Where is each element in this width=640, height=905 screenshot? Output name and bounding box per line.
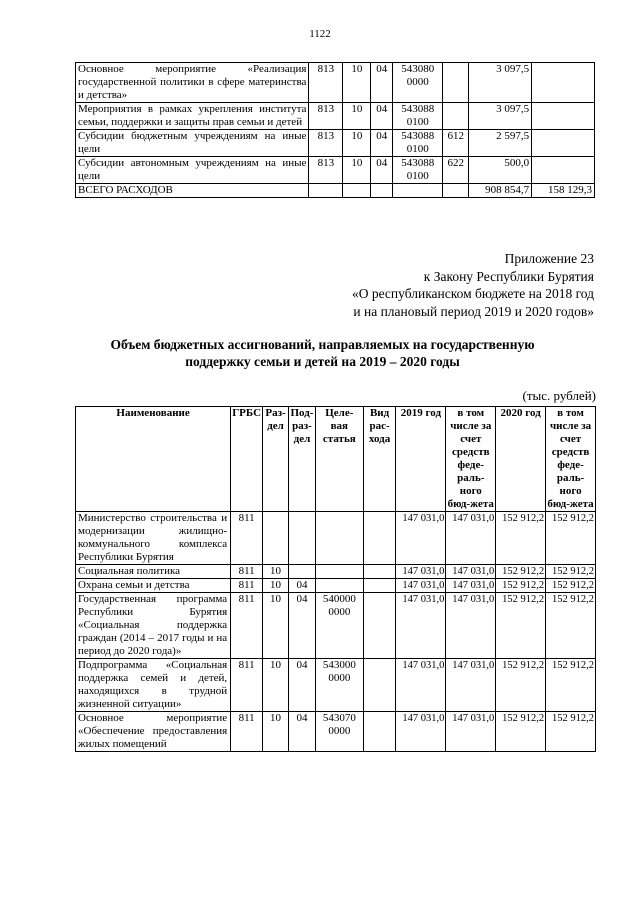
row-vid <box>363 565 396 579</box>
row-amount: 500,0 <box>469 157 532 184</box>
row-name: Государственная программа Республики Бурятия «Социальная поддержка граждан (2014 – 2017 годы и на период до 2020 года)» <box>76 593 231 659</box>
row-amount: 908 854,7 <box>469 184 532 198</box>
row-name: Мероприятия в рамках укрепления института семьи, поддержки и защиты прав семьи и детей <box>76 103 309 130</box>
row-name: Основное мероприятие «Обеспечение предоставления жилых помещений <box>76 712 231 752</box>
title-line-1: Объем бюджетных ассигнований, направляемых на государственную <box>110 337 535 352</box>
row-2020: 152 912,2 <box>496 593 546 659</box>
row-grbs: 811 <box>231 579 263 593</box>
row-2019: 147 031,0 <box>396 565 446 579</box>
table-row <box>76 593 596 659</box>
header-2020: 2020 год <box>496 407 546 512</box>
table-row <box>76 157 595 184</box>
page-number: 1122 <box>309 28 331 40</box>
row-statya <box>315 512 363 565</box>
row-statya: 543088 0100 <box>393 157 443 184</box>
row-statya: 543088 0100 <box>393 130 443 157</box>
header-statya: Целе-вая статья <box>315 407 363 512</box>
header-grbs: ГРБС <box>231 407 263 512</box>
header-podrazdel: Под-раз-дел <box>288 407 315 512</box>
row-amount: 3 097,5 <box>469 63 532 103</box>
header-2020-federal: в том числе за счет средств феде-раль-ного бюд-жета <box>547 407 594 510</box>
row-vid <box>363 579 396 593</box>
row-grbs: 813 <box>309 130 343 157</box>
row-2019-federal: 147 031,0 <box>446 512 496 565</box>
row-razdel: 10 <box>263 659 289 712</box>
row-grbs: 813 <box>309 63 343 103</box>
row-grbs: 813 <box>309 103 343 130</box>
row-amount-federal <box>532 157 595 184</box>
row-statya <box>393 184 443 198</box>
row-podrazdel: 04 <box>371 63 393 103</box>
row-vid <box>443 63 469 103</box>
appendix-line-3: «О республиканском бюджете на 2018 год <box>351 286 594 301</box>
row-grbs: 811 <box>231 565 263 579</box>
row-podrazdel: 04 <box>371 157 393 184</box>
row-podrazdel: 04 <box>288 659 315 712</box>
row-2020-federal: 152 912,2 <box>546 579 596 593</box>
row-razdel: 10 <box>263 579 289 593</box>
row-podrazdel <box>288 512 315 565</box>
row-podrazdel <box>371 184 393 198</box>
header-2019-federal: в том числе за счет средств феде-раль-ного бюд-жета <box>447 407 494 510</box>
row-statya: 543080 0000 <box>393 63 443 103</box>
table-row <box>76 659 596 712</box>
document-title <box>60 336 585 370</box>
row-grbs <box>309 184 343 198</box>
row-razdel: 10 <box>343 63 371 103</box>
row-statya: 543070 0000 <box>315 712 363 752</box>
row-2020-federal: 152 912,2 <box>546 565 596 579</box>
row-razdel: 10 <box>263 712 289 752</box>
row-2019: 147 031,0 <box>396 593 446 659</box>
row-amount: 2 597,5 <box>469 130 532 157</box>
row-podrazdel: 04 <box>288 593 315 659</box>
row-statya: 543000 0000 <box>315 659 363 712</box>
appendix-line-1: Приложение 23 <box>504 251 594 266</box>
table-row <box>76 565 596 579</box>
row-statya <box>315 579 363 593</box>
row-name: Социальная политика <box>76 565 231 579</box>
row-podrazdel <box>288 565 315 579</box>
table-row <box>76 579 596 593</box>
table-row <box>76 103 595 130</box>
row-2020: 152 912,2 <box>496 579 546 593</box>
row-amount-federal: 158 129,3 <box>532 184 595 198</box>
row-2020: 152 912,2 <box>496 565 546 579</box>
row-podrazdel: 04 <box>371 130 393 157</box>
units-label: (тыс. рублей) <box>522 388 596 403</box>
row-name: Основное мероприятие «Реализация государственной политики в сфере материнства и детства» <box>76 63 309 103</box>
row-vid: 612 <box>443 130 469 157</box>
header-razdel: Раз-дел <box>263 407 289 512</box>
row-2020: 152 912,2 <box>496 712 546 752</box>
row-razdel: 10 <box>263 565 289 579</box>
row-name: Субсидии бюджетным учреждениям на иные цели <box>76 130 309 157</box>
row-2020-federal: 152 912,2 <box>546 512 596 565</box>
appendix-header <box>352 250 594 320</box>
row-razdel <box>343 184 371 198</box>
row-amount-federal <box>532 63 595 103</box>
row-statya: 543088 0100 <box>393 103 443 130</box>
row-vid: 622 <box>443 157 469 184</box>
row-2019: 147 031,0 <box>396 712 446 752</box>
row-podrazdel: 04 <box>371 103 393 130</box>
row-2019: 147 031,0 <box>396 579 446 593</box>
row-2019: 147 031,0 <box>396 659 446 712</box>
header-2019: 2019 год <box>396 407 446 512</box>
row-vid <box>363 712 396 752</box>
row-amount-federal <box>532 130 595 157</box>
row-podrazdel: 04 <box>288 579 315 593</box>
row-grbs: 813 <box>309 157 343 184</box>
appendix-line-2: к Закону Республики Бурятия <box>423 268 594 284</box>
row-grbs: 811 <box>231 512 263 565</box>
row-name: Охрана семьи и детства <box>76 579 231 593</box>
table-row <box>76 512 596 565</box>
row-2020: 152 912,2 <box>496 659 546 712</box>
row-razdel: 10 <box>343 130 371 157</box>
title-line-2: поддержку семьи и детей на 2019 – 2020 годы <box>185 354 460 369</box>
table-row <box>76 130 595 157</box>
row-name: Субсидии автономным учреждениям на иные цели <box>76 157 309 184</box>
row-grbs: 811 <box>231 659 263 712</box>
table-row <box>76 712 596 752</box>
row-2020-federal: 152 912,2 <box>546 659 596 712</box>
row-statya: 540000 0000 <box>315 593 363 659</box>
row-2019: 147 031,0 <box>396 512 446 565</box>
row-razdel: 10 <box>343 103 371 130</box>
row-2019-federal: 147 031,0 <box>446 712 496 752</box>
row-name: Министерство строительства и модернизации жилищно-коммунального комплекса Республики Бурятия <box>76 512 231 565</box>
header-vid: Вид рас-хода <box>363 407 396 512</box>
row-statya <box>315 565 363 579</box>
row-razdel: 10 <box>343 157 371 184</box>
row-name: ВСЕГО РАСХОДОВ <box>76 184 309 198</box>
budget-allocation-table <box>75 406 596 752</box>
table-row <box>76 184 595 198</box>
row-podrazdel: 04 <box>288 712 315 752</box>
row-vid <box>443 103 469 130</box>
row-vid <box>363 593 396 659</box>
table-row <box>76 63 595 103</box>
row-2019-federal: 147 031,0 <box>446 565 496 579</box>
appendix-line-4: и на плановый период 2019 и 2020 годов» <box>353 303 594 319</box>
row-2019-federal: 147 031,0 <box>446 593 496 659</box>
row-razdel: 10 <box>263 593 289 659</box>
row-grbs: 811 <box>231 712 263 752</box>
row-vid <box>363 512 396 565</box>
row-amount: 3 097,5 <box>469 103 532 130</box>
row-2020-federal: 152 912,2 <box>546 712 596 752</box>
row-vid <box>363 659 396 712</box>
row-2019-federal: 147 031,0 <box>446 659 496 712</box>
row-razdel <box>263 512 289 565</box>
expenses-table-continued <box>75 62 595 198</box>
row-grbs: 811 <box>231 593 263 659</box>
row-amount-federal <box>532 103 595 130</box>
row-2020: 152 912,2 <box>496 512 546 565</box>
row-name: Подпрограмма «Социальная поддержка семей и детей, находящихся в трудной жизненной ситуации» <box>76 659 231 712</box>
table-header-row <box>76 407 596 512</box>
row-vid <box>443 184 469 198</box>
header-name: Наименование <box>76 407 231 512</box>
row-2019-federal: 147 031,0 <box>446 579 496 593</box>
row-2020-federal: 152 912,2 <box>546 593 596 659</box>
